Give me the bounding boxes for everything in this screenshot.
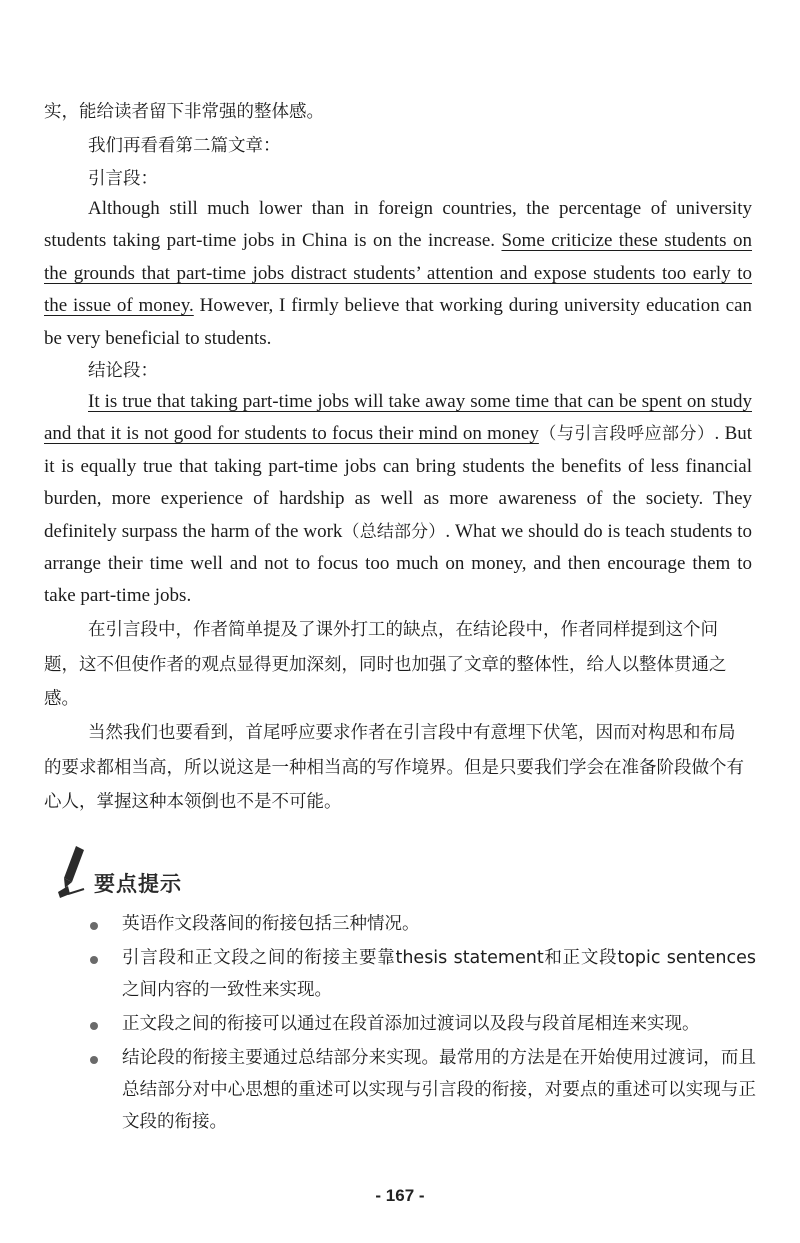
paragraph-continuation: 实，能给读者留下非常强的整体感。 (44, 102, 324, 122)
tips-title: 要点提示 (94, 872, 182, 896)
analysis-paragraph-2: 当然我们也要看到，首尾呼应要求作者在引言段中有意埋下伏笔，因而对构思和布局的要求都相当高，所以说这是一种相当高的写作境界。但是只要我们学会在准备阶段做个有心人，掌握这种本领倒也不是不可能。 (44, 723, 744, 812)
bullet-icon (90, 922, 98, 930)
intro-text-after: However, I firmly believe that working during university education can be very beneficial to students. (44, 295, 752, 349)
analysis-paragraph-1: 在引言段中，作者简单提及了课外打工的缺点，在结论段中，作者同样提到这个问题，这不但使作者的观点显得更加深刻，同时也加强了文章的整体性，给人以整体贯通之感。 (44, 620, 727, 709)
conclusion-note-summary: （总结部分） (342, 521, 446, 542)
bullet-icon (90, 1056, 98, 1064)
bullet-icon (90, 956, 98, 964)
conclusion-note-echo: （与引言段呼应部分） (538, 424, 715, 445)
tips-header (54, 842, 354, 902)
list-item (88, 908, 756, 940)
bullet-icon (90, 1022, 98, 1030)
tip-text: 英语作文段落间的衔接包括三种情况。 (122, 914, 420, 934)
intro-label: 引言段： (88, 169, 158, 189)
conclusion-text-middle: . But it is equally true that taking part-time jobs can bring students the benefits of less financial burden, more experience of hardship as well as more awareness of the society. They definitely surpass the harm of the work (44, 423, 753, 542)
list-item (88, 942, 756, 1006)
page-number: - 167 - (375, 1186, 425, 1205)
tip-text: 结论段的衔接主要通过总结部分来实现。最常用的方法是在开始使用过渡词，而且总结部分对中心思想的重述可以实现与引言段的衔接，对要点的重述可以实现与正文段的衔接。 (122, 1048, 756, 1132)
conclusion-underlined-text: It is true that taking part-time jobs will take away some time that can be spent on study and that it is not good for students to focus their mind on money (44, 391, 752, 445)
intro-underlined-text: Some criticize these students on the grounds that part-time jobs distract students’ attention and expose students too early to the issue of money. (44, 230, 753, 317)
tips-list (88, 908, 756, 1140)
pencil-icon (54, 842, 98, 902)
intro-text-before: Although still much lower than in foreign countries, the percentage of university students taking part-time jobs in China is on the increase. (44, 198, 752, 252)
conclusion-paragraph (44, 386, 752, 613)
list-item (88, 1042, 756, 1138)
tip-text: 正文段之间的衔接可以通过在段首添加过渡词以及段与段首尾相连来实现。 (122, 1014, 700, 1034)
intro-paragraph (44, 193, 752, 355)
second-essay-heading: 我们再看看第二篇文章： (88, 136, 281, 156)
list-item (88, 1008, 756, 1040)
tip-text: 引言段和正文段之间的衔接主要靠thesis statement和正文段topic sentences之间内容的一致性来实现。 (122, 948, 756, 1000)
conclusion-label: 结论段： (88, 361, 158, 381)
conclusion-text-after: . What we should do is teach students to arrange their time well and not to focus too much on money, and then encourage them to take part-time jobs. (44, 520, 753, 607)
